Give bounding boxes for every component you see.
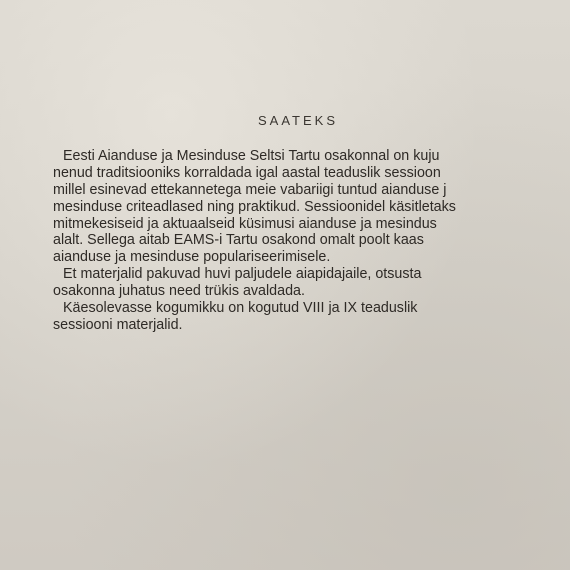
page-title: SAATEKS	[257, 113, 338, 128]
text-line: mitmekesiseid ja aktuaalseid küsimusi aianduse ja mesindus	[53, 215, 437, 232]
text-line: Eesti Aianduse ja Mesinduse Seltsi Tartu osakonnal on kuju	[63, 148, 440, 164]
text-line: osakonna juhatus need trükis avaldada.	[53, 283, 305, 300]
text-line: nenud traditsiooniks korraldada igal aastal teaduslik sessioon	[53, 164, 441, 181]
text-line: Käesolevasse kogumikku on kogutud VIII ja IX teaduslik	[63, 300, 418, 317]
text-line: alalt. Sellega aitab EAMS-i Tartu osakond omalt poolt kaas	[53, 232, 424, 249]
text-line: aianduse ja mesinduse populariseerimisele.	[53, 249, 331, 266]
text-line: millel esinevad ettekannetega meie vabariigi tuntud aianduse j	[53, 181, 447, 198]
text-line: sessiooni materjalid.	[53, 316, 183, 333]
text-line: Et materjalid pakuvad huvi paljudele aiapidajaile, otsusta	[63, 266, 422, 283]
text-line: mesinduse criteadlased ning praktikud. Sessioonidel käsitletaks	[53, 198, 456, 215]
body-text	[53, 148, 570, 334]
